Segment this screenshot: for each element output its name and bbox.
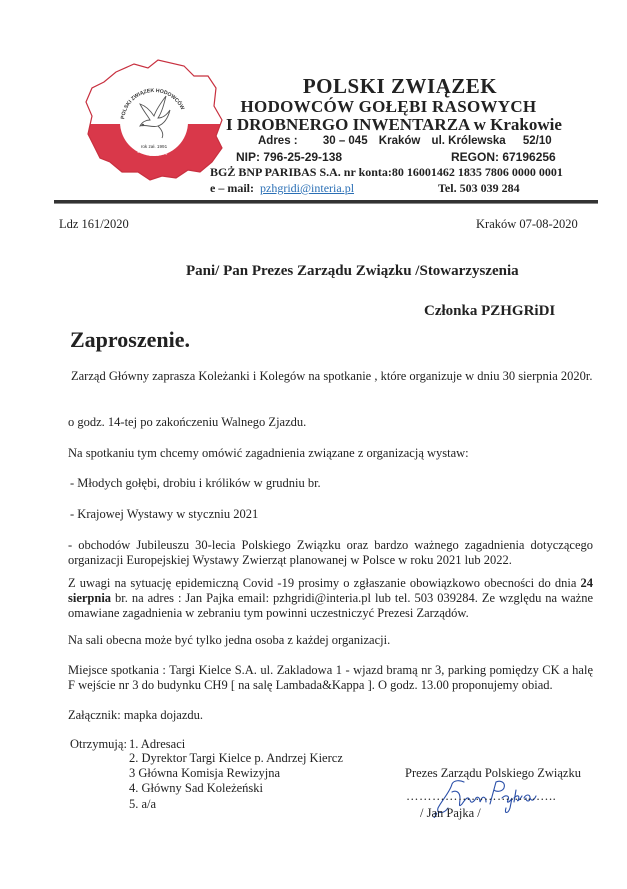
email-label: e – mail:: [210, 181, 254, 195]
org-email-row: [210, 181, 354, 196]
address-number: 52/10: [522, 135, 552, 147]
signatory-name: / Jan Pajka /: [420, 806, 481, 820]
place-date: Kraków 07-08-2020: [476, 217, 578, 231]
signatory-title: Prezes Zarządu Polskiego Związku: [405, 766, 581, 780]
logo-ring-text-top: POLSKI ZWIĄZEK HODOWCÓW: [120, 87, 186, 120]
address-postal-code: 30 – 045: [322, 135, 368, 147]
paragraph-location: Miejsce spotkania : Targi Kielce S.A. ul. Zakladowa 1 - wjazd bramą nr 3, parking pomiędzy CK a halę F wejście nr 3 do budynku CH9 [ na salę Lambada&Kappa ]. O godz. 13.00 proponujemy obiad.: [68, 663, 593, 692]
org-phone: Tel. 503 039 284: [438, 181, 520, 195]
paragraph-covid: [68, 576, 593, 621]
paragraph-invitation: Zarząd Główny zaprasza Koleżanki i Kolegów na spotkanie , które organizuje w dniu 30 sierpnia 2020r.: [71, 369, 593, 383]
org-address: [258, 135, 552, 147]
logo-founded-text: rok zał. 1991: [140, 144, 168, 149]
org-nip: NIP: 796-25-29-138: [236, 150, 343, 164]
topic-item-young-pigeons: - Młodych gołębi, drobiu i królików w grudniu br.: [70, 476, 321, 490]
covid-text-a: Z uwagi na sytuację epidemiczną Covid -19 prosimy o zgłaszanie obowiązkowo obecności do dnia: [68, 576, 581, 590]
addressee-line2: Członka PZHGRiDI: [424, 303, 556, 319]
letter-title: Zaproszenie.: [70, 327, 190, 352]
email-link[interactable]: pzhgridi@interia.pl: [260, 181, 355, 195]
deadline-date: 24 sierpnia: [68, 576, 593, 605]
address-label: Adres :: [258, 135, 298, 147]
paragraph-attachment: Załącznik: mapka dojazdu.: [68, 708, 204, 722]
signature-line: ……………………………..: [406, 789, 557, 803]
recipients-label: Otrzymują:: [70, 737, 127, 751]
header-divider: [54, 200, 598, 204]
recipient-item: 1. Adresaci: [129, 737, 186, 751]
addressee-line1: Pani/ Pan Prezes Zarządu Związku /Stowarzyszenia: [186, 263, 519, 279]
recipient-item: 2. Dyrektor Targi Kielce p. Andrzej Kiercz: [129, 751, 343, 765]
recipient-item: 3 Główna Komisja Rewizyjna: [129, 766, 281, 780]
org-name-line1: POLSKI ZWIĄZEK: [302, 74, 498, 98]
recipient-item: 5. a/a: [129, 797, 157, 811]
paragraph-topics-intro: Na spotkaniu tym chcemy omówić zagadnienia związane z organizacją wystaw:: [68, 446, 469, 460]
recipient-item: 4. Główny Sad Koleżeński: [129, 781, 264, 795]
org-name-line3: I DROBNERGO INWENTARZA w Krakowie: [226, 115, 562, 134]
org-bank-account: BGŻ BNP PARIBAS S.A. nr konta:80 16001462 1835 7806 0000 0001: [210, 165, 563, 179]
paragraph-time: o godz. 14-tej po zakończeniu Walnego Zjazdu.: [68, 415, 307, 429]
paragraph-attendance-limit: Na sali obecna może być tylko jedna osoba z każdej organizacji.: [68, 633, 391, 647]
org-name-line2: HODOWCÓW GOŁĘBI RASOWYCH: [240, 97, 537, 116]
address-city: Kraków: [378, 135, 421, 147]
logo-ring-text-bottom: Gołębi Rasowych i Drobnego Inwentarza: [120, 125, 188, 159]
topic-item-national-exhibition: - Krajowej Wystawy w styczniu 2021: [70, 507, 259, 521]
address-street: ul. Królewska: [431, 135, 506, 147]
covid-text-b: br. na adres : Jan Pajka email: pzhgridi@interia.pl lub tel. 503 039284. Ze względu na ważne omawiane zagadnienia w zebraniu tym powinni uczestniczyć Prezesi Zarządów.: [68, 591, 593, 620]
reference-number: Ldz 161/2020: [59, 217, 129, 231]
org-regon: REGON: 67196256: [451, 150, 556, 164]
topic-item-jubilee: - obchodów Jubileuszu 30-lecia Polskiego Związku oraz bardzo ważnego zagadnienia dotyczącego organizacji Europejskiej Wystawy Zwierząt planowanej w Polsce w roku 2021 lub 2022.: [68, 538, 593, 567]
